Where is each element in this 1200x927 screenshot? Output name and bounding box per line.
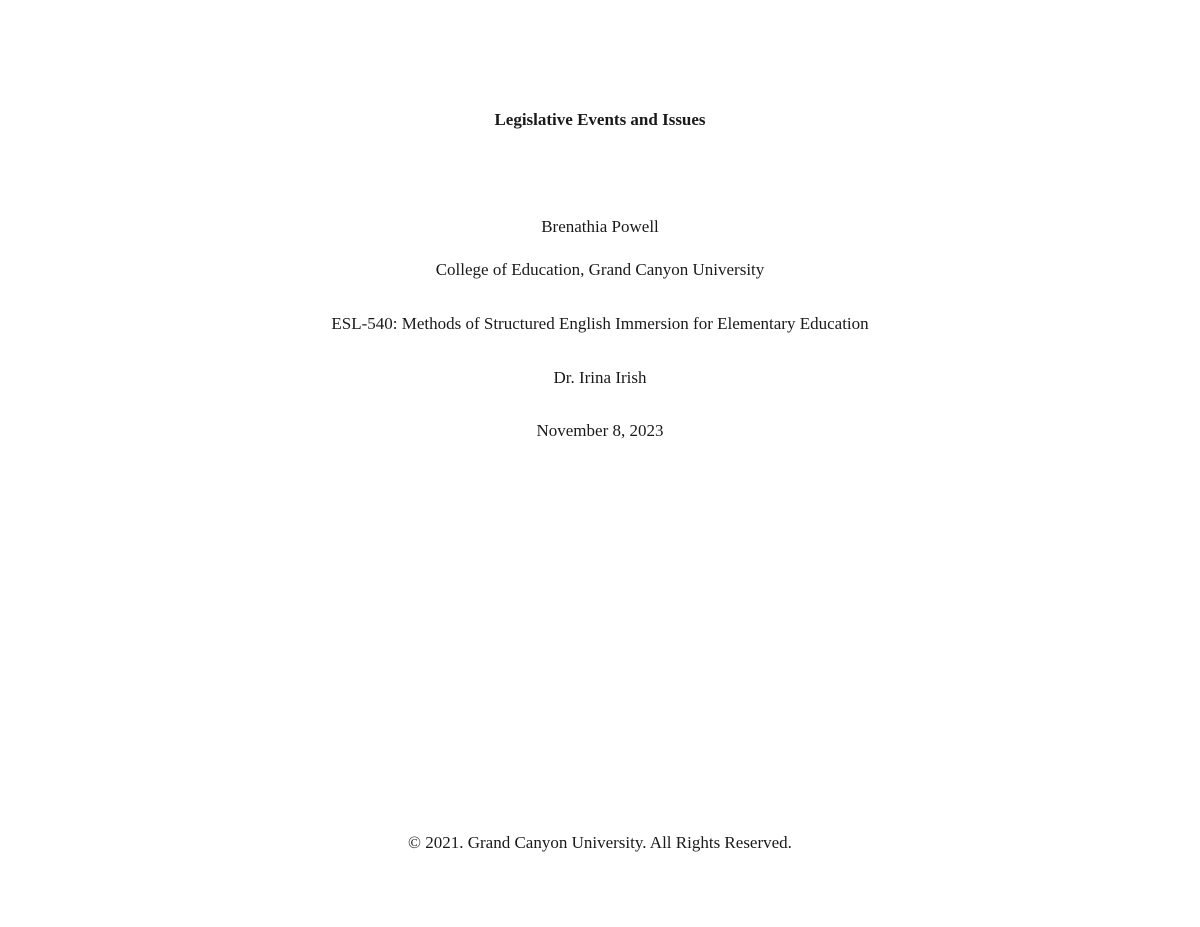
instructor-name: Dr. Irina Irish	[553, 368, 647, 387]
course-name: ESL-540: Methods of Structured English Immersion for Elementary Education	[331, 314, 869, 333]
copyright-footer: © 2021. Grand Canyon University. All Rights Reserved.	[408, 833, 792, 852]
submission-date: November 8, 2023	[536, 421, 664, 440]
institution-affiliation: College of Education, Grand Canyon University	[435, 260, 765, 279]
paper-title: Legislative Events and Issues	[494, 110, 706, 129]
author-name: Brenathia Powell	[541, 217, 659, 236]
